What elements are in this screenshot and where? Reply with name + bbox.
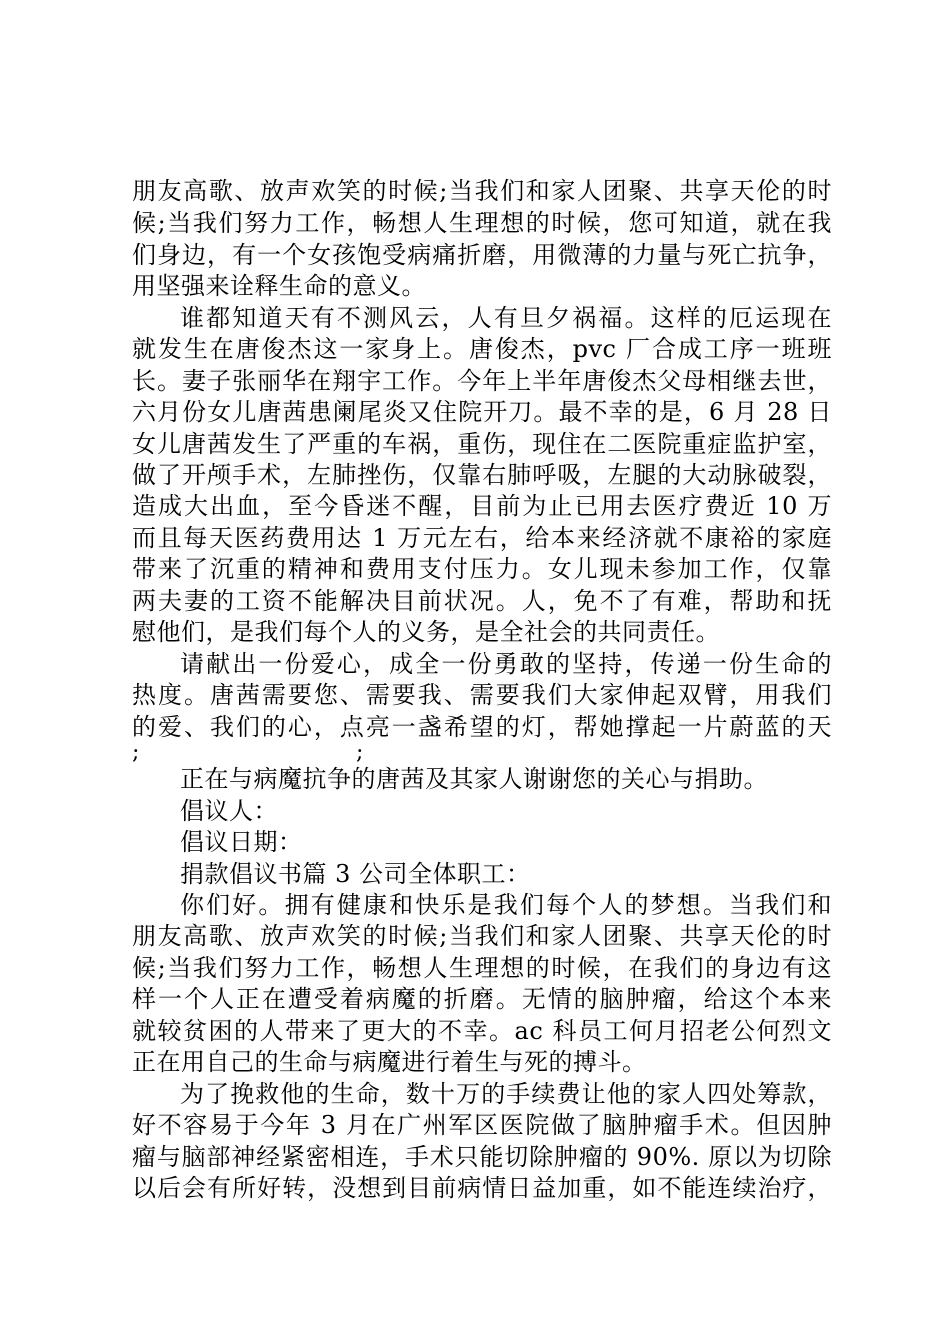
signatory-label: 倡议人： [180,797,278,825]
text-line: 的爱、我们的心，点亮一盏希望的灯，帮她撑起一片蔚蓝的天 [132,713,832,741]
text-line: 候;当我们努力工作，畅想人生理想的时候，在我们的身边有这 [132,954,832,982]
text-line: 正在用自己的生命与病魔进行着生与死的搏斗。 [132,1048,647,1076]
section-heading: 捐款倡议书篇 3 公司全体职工： [180,860,531,888]
text-line: 就发生在唐俊杰这一家身上。唐俊杰，pvc 厂合成工序一班班 [132,335,832,363]
text-line: 带来了沉重的精神和费用支付压力。女儿现未参加工作，仅靠 [132,555,832,583]
text-line: 长。妻子张丽华在翔宇工作。今年上半年唐俊杰父母相继去世， [132,367,832,395]
text-line: 做了开颅手术，左肺挫伤，仅靠右肺呼吸，左腿的大动脉破裂， [132,461,832,489]
text-line: 谁都知道天有不测风云，人有旦夕祸福。这样的厄运现在 [180,304,832,332]
text-line: 用坚强来诠释生命的意义。 [132,272,426,300]
text-line: 请献出一份爱心，成全一份勇敢的坚持，传递一份生命的 [180,650,832,678]
semicolon: ; [356,740,364,765]
text-line: 女儿唐茜发生了严重的车祸，重伤，现住在二医院重症监护室， [132,430,832,458]
date-label: 倡议日期： [180,828,303,856]
text-line: 两夫妻的工资不能解决目前状况。人，免不了有难，帮助和抚 [132,587,832,615]
text-line: 为了挽救他的生命，数十万的手续费让他的家人四处筹款， [180,1080,832,1108]
text-line: 正在与病魔抗争的唐茜及其家人谢谢您的关心与捐助。 [180,765,768,793]
text-line: 造成大出血，至今昏迷不醒，目前为止已用去医疗费近 10 万 [132,492,832,520]
text-line: 热度。唐茜需要您、需要我、需要我们大家伸起双臂，用我们 [132,681,832,709]
text-line: 而且每天医药费用达 1 万元左右，给本来经济就不康裕的家庭 [132,524,832,552]
text-line: 们身边，有一个女孩饱受病痛折磨，用微薄的力量与死亡抗争， [132,241,832,269]
text-line: 六月份女儿唐茜患阑尾炎又住院开刀。最不幸的是，6 月 28 日 [132,398,832,426]
text-line: 样一个人正在遭受着病魔的折磨。无情的脑肿瘤，给这个本来 [132,985,832,1013]
text-line: 瘤与脑部神经紧密相连，手术只能切除肿瘤的 90%. 原以为切除 [132,1143,832,1171]
text-line: 候;当我们努力工作，畅想人生理想的时候，您可知道，就在我 [132,209,832,237]
text-line: 朋友高歌、放声欢笑的时候;当我们和家人团聚、共享天伦的时 [132,922,832,950]
text-line: 就较贫困的人带来了更大的不幸。ac 科员工何月招老公何烈文 [132,1017,832,1045]
semicolon: ; [132,740,140,765]
text-line: 好不容易于今年 3 月在广州军区医院做了脑肿瘤手术。但因肿 [132,1111,832,1139]
text-line: 你们好。拥有健康和快乐是我们每个人的梦想。当我们和 [180,891,832,919]
text-line: 朋友高歌、放声欢笑的时候;当我们和家人团聚、共享天伦的时 [132,177,832,205]
text-line: 以后会有所好转，没想到目前病情日益加重，如不能连续治疗， [132,1174,832,1202]
text-line: 慰他们，是我们每个人的义务，是全社会的共同责任。 [132,618,720,646]
